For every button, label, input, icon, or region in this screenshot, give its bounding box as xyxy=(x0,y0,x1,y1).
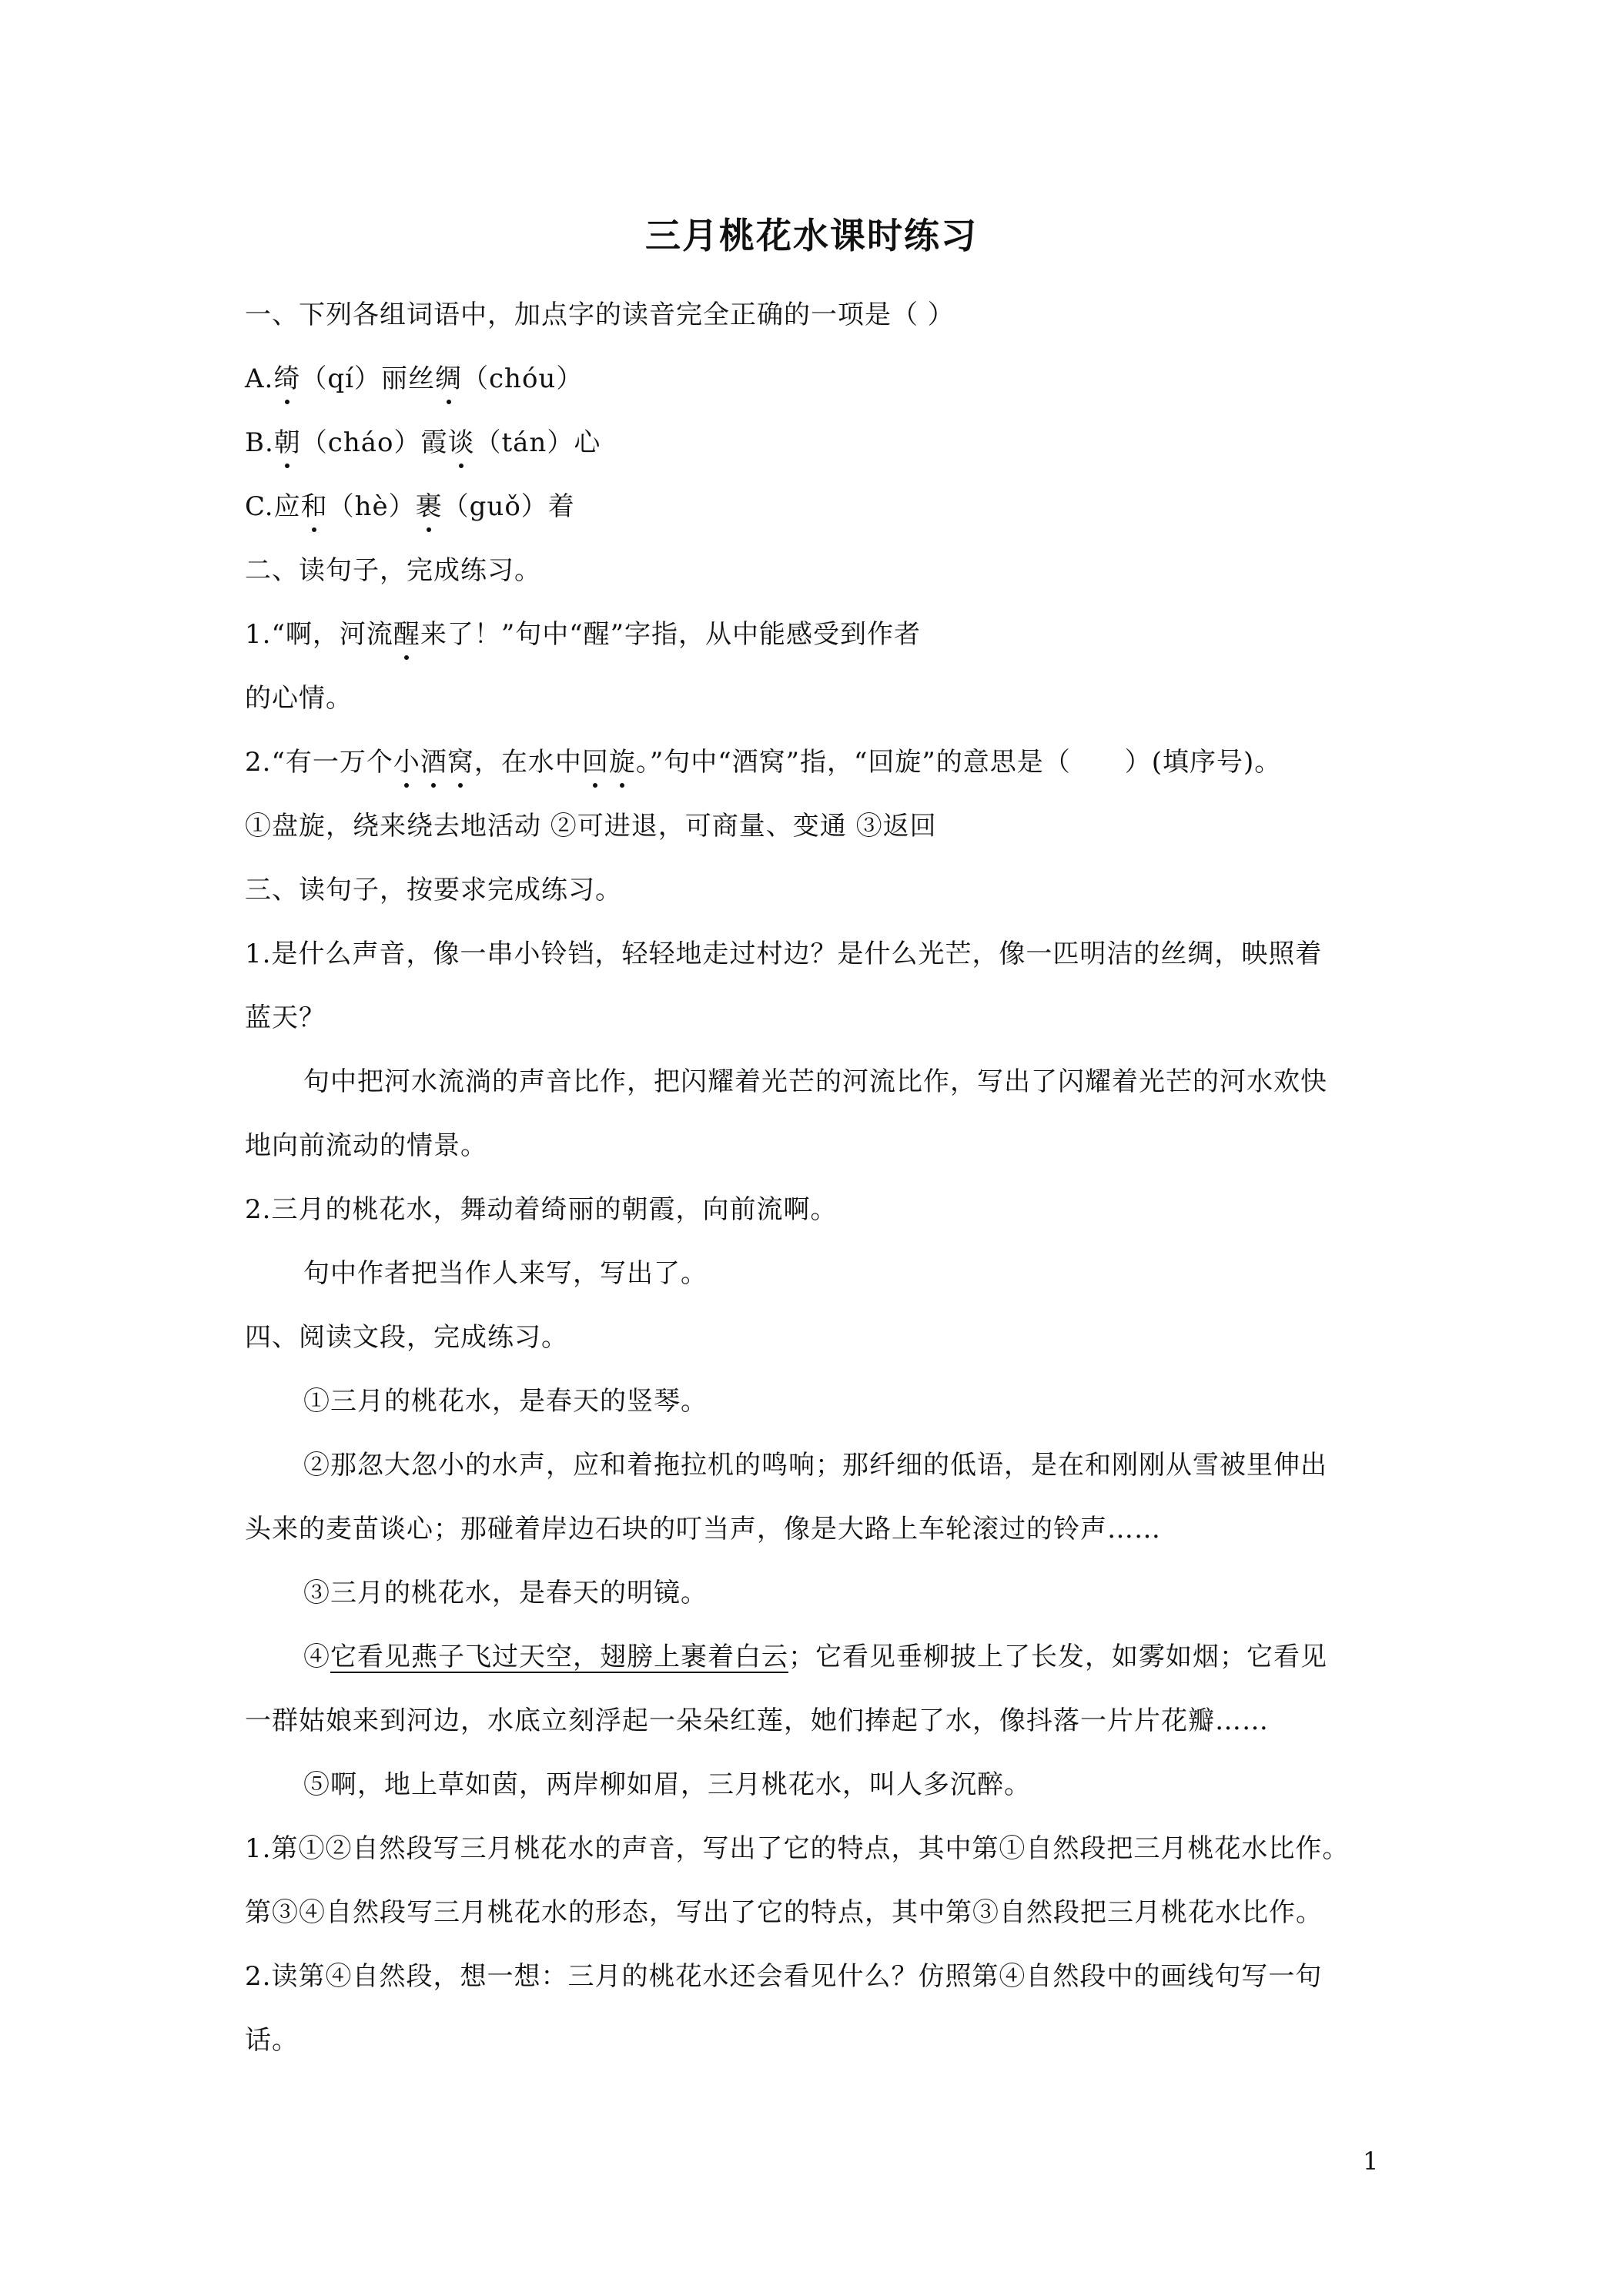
option-a: A.绮（qí）丽丝绸（chóu） xyxy=(245,361,583,397)
s3-question-1-cont: 蓝天？ xyxy=(245,1002,326,1033)
page-title: 三月桃花水课时练习 xyxy=(645,215,978,256)
dotted-char: 醒 xyxy=(393,617,420,652)
dotted-char: 酒 xyxy=(420,745,447,780)
s3-question-1: 1.是什么声音，像一串小铃铛，轻轻地走过村边？是什么光芒，像一匹明洁的丝绸，映照着 xyxy=(245,939,1323,969)
s2-question-1: 1.“啊，河流醒来了！”句中“醒”字指，从中能感受到作者 xyxy=(245,617,921,652)
section1-heading: 一、下列各组词语中，加点字的读音完全正确的一项是（ ） xyxy=(245,300,955,330)
passage-paragraph-3: ③三月的桃花水，是春天的明镜。 xyxy=(303,1578,708,1608)
passage-paragraph-1: ①三月的桃花水，是春天的竖琴。 xyxy=(303,1386,708,1417)
s3-question-2-prompt: 句中作者把当作人来写，写出了。 xyxy=(303,1258,708,1289)
s3-question-1-prompt: 句中把河水流淌的声音比作，把闪耀着光芒的河流比作，写出了闪耀着光芒的河水欢快 xyxy=(303,1066,1327,1097)
dotted-char: 朝 xyxy=(274,425,301,460)
dotted-char: 回 xyxy=(582,745,609,780)
passage-paragraph-4: ④它看见燕子飞过天空，翅膀上裹着白云；它看见垂柳披上了长发，如雾如烟；它看见 xyxy=(303,1642,1327,1672)
dotted-char: 绸 xyxy=(435,361,462,397)
s2-question-2: 2.“有一万个小酒窝，在水中回旋。”句中“酒窝”指，“回旋”的意思是（ ）(填序号)。 xyxy=(245,745,1281,780)
s4-question-2: 2.读第④自然段，想一想：三月的桃花水还会看见什么？仿照第④自然段中的画线句写一句 xyxy=(245,1961,1323,1992)
option-b: B.朝（cháo）霞谈（tán）心 xyxy=(245,425,601,460)
dotted-char: 和 xyxy=(301,489,328,524)
passage-paragraph-2: ②那忽大忽小的水声，应和着拖拉机的鸣响；那纤细的低语，是在和刚刚从雪被里伸出 xyxy=(303,1450,1327,1481)
section3-heading: 三、读句子，按要求完成练习。 xyxy=(245,875,622,905)
s3-question-1-prompt-cont: 地向前流动的情景。 xyxy=(245,1130,487,1161)
page-number: 1 xyxy=(1363,2147,1379,2176)
s3-question-2: 2.三月的桃花水，舞动着绮丽的朝霞，向前流啊。 xyxy=(245,1194,838,1225)
passage-paragraph-2-cont: 头来的麦苗谈心；那碰着岸边石块的叮当声，像是大路上车轮滚过的铃声…… xyxy=(245,1514,1161,1545)
dotted-char: 旋 xyxy=(609,745,636,780)
s2-options: ①盘旋，绕来绕去地活动 ②可进退，可商量、变通 ③返回 xyxy=(245,811,937,842)
s4-question-1: 1.第①②自然段写三月桃花水的声音，写出了它的特点，其中第①自然段把三月桃花水比作。 xyxy=(245,1833,1350,1864)
dotted-char: 谈 xyxy=(447,425,474,460)
dotted-char: 裹 xyxy=(416,489,443,524)
section4-heading: 四、阅读文段，完成练习。 xyxy=(245,1322,568,1353)
option-c: C.应和（hè）裹（guǒ）着 xyxy=(245,489,575,524)
s4-question-2-cont: 话。 xyxy=(245,2025,299,2056)
section2-heading: 二、读句子，完成练习。 xyxy=(245,555,541,586)
underlined-sentence: 它看见燕子飞过天空，翅膀上裹着白云 xyxy=(330,1642,788,1672)
s4-question-1-cont: 第③④自然段写三月桃花水的形态，写出了它的特点，其中第③自然段把三月桃花水比作。 xyxy=(245,1897,1323,1928)
dotted-char: 小 xyxy=(393,745,420,780)
dotted-char: 绮 xyxy=(273,361,300,397)
s2-question-1-cont: 的心情。 xyxy=(245,683,353,714)
passage-paragraph-4-cont: 一群姑娘来到河边，水底立刻浮起一朵朵红莲，她们捧起了水，像抖落一片片花瓣…… xyxy=(245,1705,1269,1736)
dotted-char: 窝 xyxy=(447,745,474,780)
passage-paragraph-5: ⑤啊，地上草如茵，两岸柳如眉，三月桃花水，叫人多沉醉。 xyxy=(303,1769,1031,1800)
